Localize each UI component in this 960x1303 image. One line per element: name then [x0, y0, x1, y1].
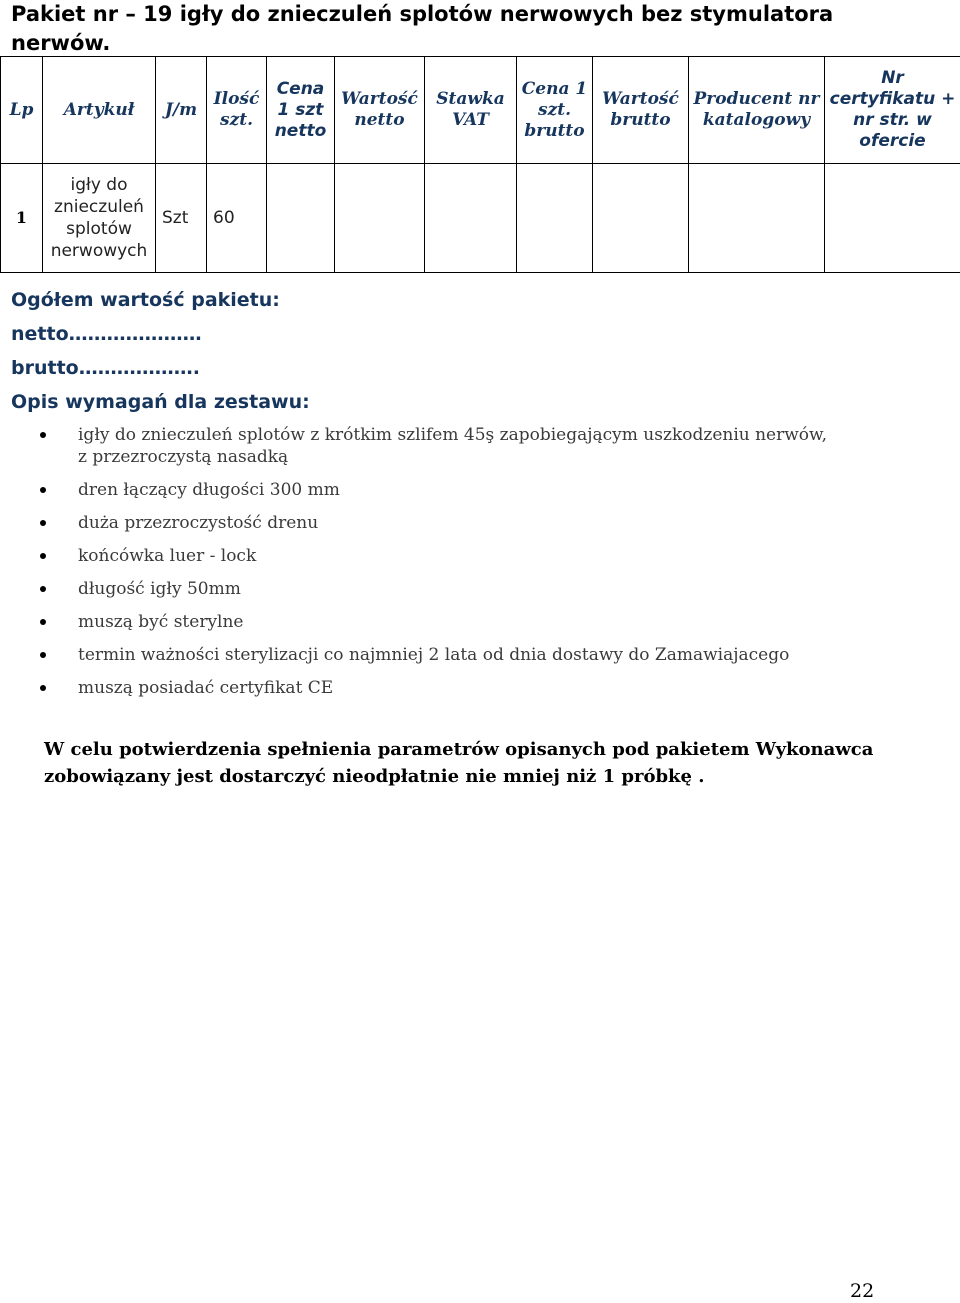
cell-wartosc-brutto	[593, 164, 689, 273]
requirement-text: termin ważności sterylizacji co najmniej 2 lata od dnia dostawy do Zamawiajacego	[78, 645, 790, 665]
cell-wartosc-netto	[335, 164, 425, 273]
requirement-text: długość igły 50mm	[78, 579, 241, 599]
header-producent: Producent nr katalogowy	[689, 57, 825, 164]
table-row	[1, 164, 960, 273]
bullet-icon	[40, 487, 46, 493]
list-item	[40, 479, 840, 501]
requirement-text: muszą być sterylne	[78, 612, 244, 632]
bullet-icon	[40, 619, 46, 625]
header-wartosc-netto: Wartość netto	[335, 57, 425, 164]
header-artykul: Artykuł	[43, 57, 156, 164]
list-item	[40, 611, 840, 633]
cell-artykul: igły do znieczuleń splotów nerwowych	[43, 164, 156, 273]
header-certyfikat: Nr certyfikatu + nr str. w ofercie	[825, 57, 960, 164]
cell-lp: 1	[1, 164, 43, 273]
requirements-heading: Opis wymagań dla zestawu:	[11, 391, 310, 413]
package-table	[0, 56, 960, 273]
header-ilosc: Ilość szt.	[207, 57, 267, 164]
header-wartosc-brutto: Wartość brutto	[593, 57, 689, 164]
header-cena-netto: Cena 1 szt netto	[267, 57, 335, 164]
page-number: 22	[850, 1280, 875, 1302]
cell-producent	[689, 164, 825, 273]
summary-brutto: brutto……………….	[11, 357, 200, 379]
requirement-text: igły do znieczuleń splotów z krótkim szlifem 45ş zapobiegającym uszkodzeniu nerwów, z przezroczystą nasadką	[78, 425, 827, 467]
header-stawka-vat: Stawka VAT	[425, 57, 517, 164]
summary-netto: netto…………………	[11, 323, 202, 345]
closing-statement: W celu potwierdzenia spełnienia parametrów opisanych pod pakietem Wykonawca zobowiązany jest dostarczyć nieodpłatnie nie mniej niż 1 próbkę .	[44, 739, 874, 787]
header-jm: J/m	[156, 57, 207, 164]
package-summary	[11, 283, 310, 419]
cell-jm: Szt	[156, 164, 207, 273]
requirement-text: dren łączący długości 300 mm	[78, 480, 340, 500]
list-item	[40, 677, 840, 699]
requirement-text: końcówka luer - lock	[78, 546, 257, 566]
bullet-icon	[40, 520, 46, 526]
requirement-text: duża przezroczystość drenu	[78, 513, 319, 533]
page-title: Pakiet nr – 19 igły do znieczuleń splotów nerwowych bez stymulatora nerwów.	[11, 2, 834, 55]
requirements-list	[40, 424, 840, 710]
list-item	[40, 424, 840, 468]
list-item	[40, 644, 840, 666]
header-lp: Lp	[1, 57, 43, 164]
list-item	[40, 578, 840, 600]
cell-ilosc: 60	[207, 164, 267, 273]
bullet-icon	[40, 432, 46, 438]
bullet-icon	[40, 685, 46, 691]
requirement-text: muszą posiadać certyfikat CE	[78, 678, 334, 698]
header-cena-brutto: Cena 1 szt. brutto	[517, 57, 593, 164]
cell-certyfikat	[825, 164, 960, 273]
bullet-icon	[40, 652, 46, 658]
cell-stawka-vat	[425, 164, 517, 273]
bullet-icon	[40, 553, 46, 559]
summary-heading: Ogółem wartość pakietu:	[11, 289, 280, 311]
list-item	[40, 545, 840, 567]
cell-cena-brutto	[517, 164, 593, 273]
bullet-icon	[40, 586, 46, 592]
cell-cena-netto	[267, 164, 335, 273]
list-item	[40, 512, 840, 534]
table-header-row	[1, 57, 960, 164]
